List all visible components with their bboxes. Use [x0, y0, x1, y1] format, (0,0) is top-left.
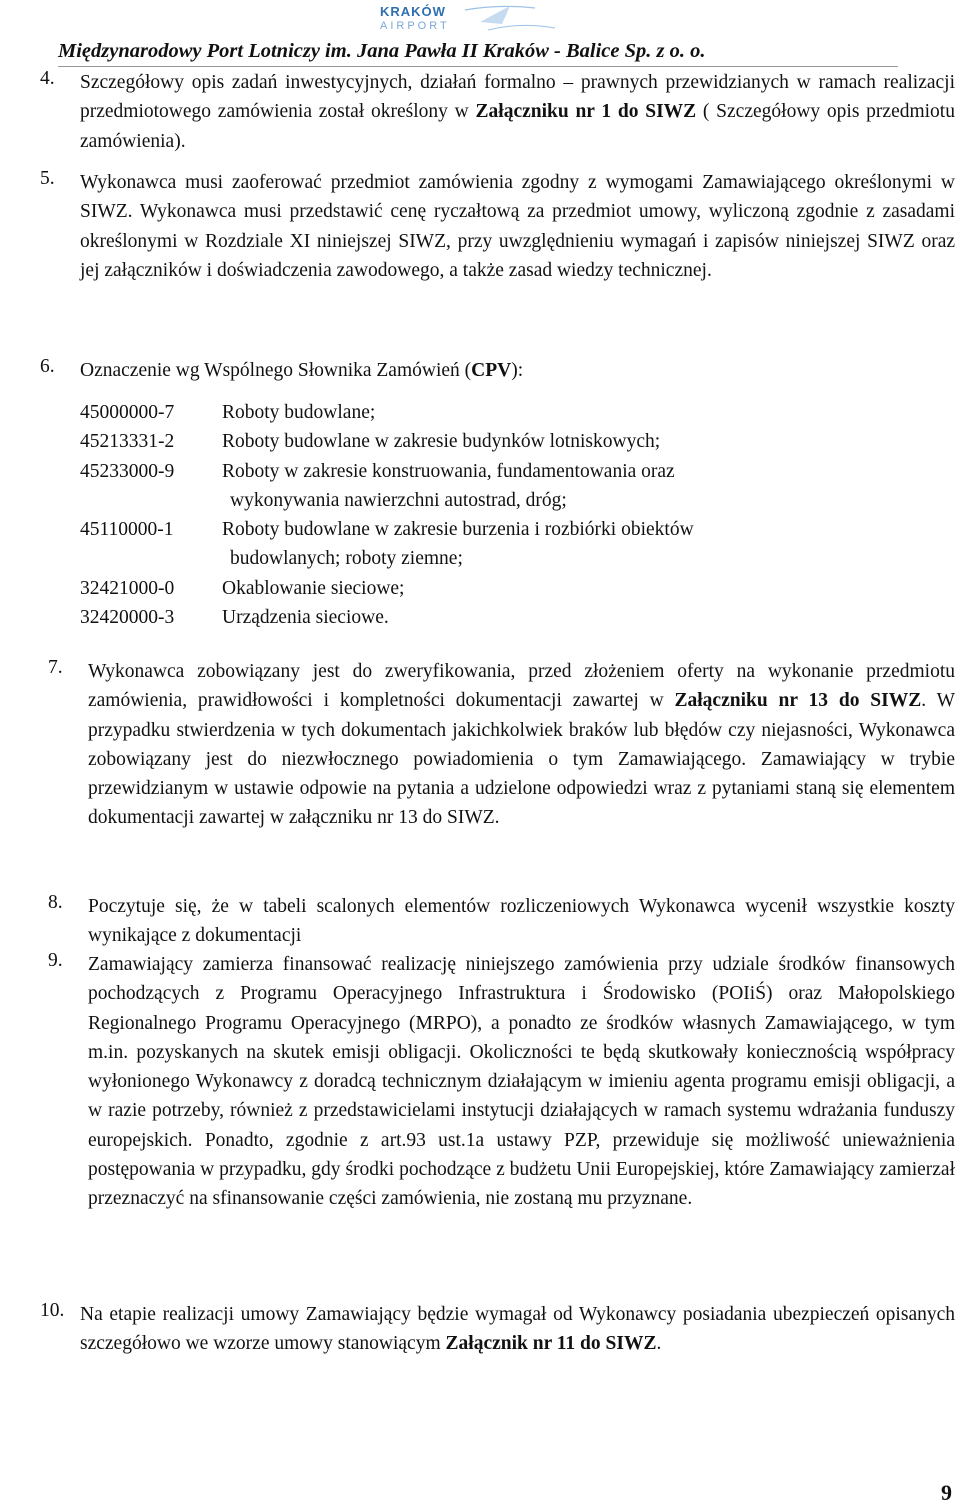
item-text: Poczytuje się, że w tabeli scalonych elementów rozliczeniowych Wykonawca wycenił wszystkie koszty wynikające z dokumentacji [88, 896, 955, 947]
cpv-abbr: CPV [471, 360, 512, 381]
logo-line1: KRAKÓW [380, 4, 446, 19]
cpv-row [80, 398, 872, 427]
attachment-reference: Załącznik nr 11 do SIWZ [445, 1333, 657, 1355]
item-text: Wykonawca zobowiązany jest do zweryfikowania, przed złożeniem oferty na wykonanie przedmiotu zamówienia, prawidłowości i kompletności dokumentacji zawartej w Załączniku nr 13 do SIWZ. W przypadku stwierdzenia w tych dokumentach jakichkolwiek braków lub błędów czy niejasności, Wykonawca zobowiązany jest do niezwłocznego powiadomienia o tym Zamawiającego. Zamawiający w trybie przewidzianym w ustawie odpowie na pytania a udzielone odpowiedzi wraz z pytaniami staną się elementem dokumentacji zawartej w załączniku nr 13 do SIWZ. [88, 661, 955, 829]
item-number: 4. [40, 68, 55, 89]
cpv-description: Roboty budowlane w zakresie budynków lotniskowych; [222, 431, 661, 453]
attachment-reference: Załączniku nr 1 do SIWZ [475, 101, 697, 123]
item-number: 5. [40, 168, 55, 189]
item-text: Na etapie realizacji umowy Zamawiający będzie wymagał od Wykonawcy posiadania ubezpieczeń opisanych szczegółowo we wzorze umowy stanowiącym Załącznik nr 11 do SIWZ. [80, 1304, 955, 1355]
cpv-description: Okablowanie sieciowe; [222, 577, 405, 599]
logo-line2: AIRPORT [380, 20, 450, 32]
item-number: 8. [48, 892, 63, 913]
header-divider [58, 66, 898, 67]
item-number: 9. [48, 950, 63, 971]
cpv-row [80, 515, 872, 574]
cpv-code: 32420000-3 [80, 607, 175, 629]
cpv-description: Roboty budowlane w zakresie burzenia i rozbiórki obiektów budowlanych; roboty ziemne; [222, 519, 694, 570]
page-number: 9 [941, 1480, 952, 1505]
item-text: Szczegółowy opis zadań inwestycyjnych, działań formalno – prawnych przewidzianych w ramach realizacji przedmiotowego zamówienia został określony w Załączniku nr 1 do SIWZ ( Szczegółowy opis przedmiotu zamówienia). [80, 72, 955, 152]
cpv-code: 45233000-9 [80, 460, 175, 482]
cpv-codes-list [80, 398, 872, 632]
item-text: Zamawiający zamierza finansować realizację niniejszego zamówienia przy udziale środków finansowych pochodzących z Programu Operacyjnego Infrastruktura i Środowisko (POIiŚ) oraz Małopolskiego Regionalnego Programu Operacyjnego (MRPO), a ponadto ze środków własnych Zamawiającego, w tym m.in. pozyskanych na skutek emisji obligacji. Okoliczności te będą skutkowały koniecznością współpracy wyłonionego Wykonawcy z doradcą technicznym działającym w imieniu agenta programu emisji obligacji, a w razie potrzeby, również z przedstawicielami instytucji działających w ramach systemu wdrażania funduszy europejskich. Ponadto, zgodnie z art.93 ust.1a ustawy PZP, przewiduje się możliwość unieważnienia postępowania w przypadku, gdy środki pochodzące z budżetu Unii Europejskiej, które Zamawiający zamierzał przeznaczyć na sfinansowanie części zamówienia, nie zostaną mu przyznane. [88, 954, 955, 1210]
item-number: 6. [40, 356, 55, 377]
cpv-description: Urządzenia sieciowe. [222, 607, 389, 629]
cpv-code: 45213331-2 [80, 431, 175, 453]
cpv-description: Roboty budowlane; [222, 402, 376, 423]
item-number: 10. [40, 1300, 65, 1321]
cpv-row [80, 427, 872, 456]
item-number: 7. [48, 657, 63, 678]
cpv-row [80, 603, 872, 632]
item-text: Wykonawca musi zaoferować przedmiot zamówienia zgodny z wymogami Zamawiającego określonymi w SIWZ. Wykonawca musi przedstawić cenę ryczałtową za przedmiot umowy, wyliczoną zgodnie z zasadami określonymi w Rozdziale XI niniejszej SIWZ, przy uwzględnieniu wymagań i zapisów niniejszej SIWZ oraz jej załączników i doświadczenia zawodowego, a także zasad wiedzy technicznej. [80, 172, 955, 281]
cpv-code: 45110000-1 [80, 519, 174, 541]
document-header: Międzynarodowy Port Lotniczy im. Jana Pawła II Kraków - Balice Sp. z o. o. [58, 40, 706, 62]
cpv-row [80, 574, 872, 603]
cpv-code: 45000000-7 [80, 402, 175, 423]
item-text: Oznaczenie wg Wspólnego Słownika Zamówień (CPV): [80, 360, 524, 381]
attachment-reference: Załączniku nr 13 do SIWZ [674, 690, 922, 712]
cpv-code: 32421000-0 [80, 577, 175, 599]
cpv-row [80, 457, 872, 516]
airport-logo [370, 2, 570, 36]
cpv-description: Roboty w zakresie konstruowania, fundamentowania oraz wykonywania nawierzchni autostrad, dróg; [222, 460, 675, 511]
